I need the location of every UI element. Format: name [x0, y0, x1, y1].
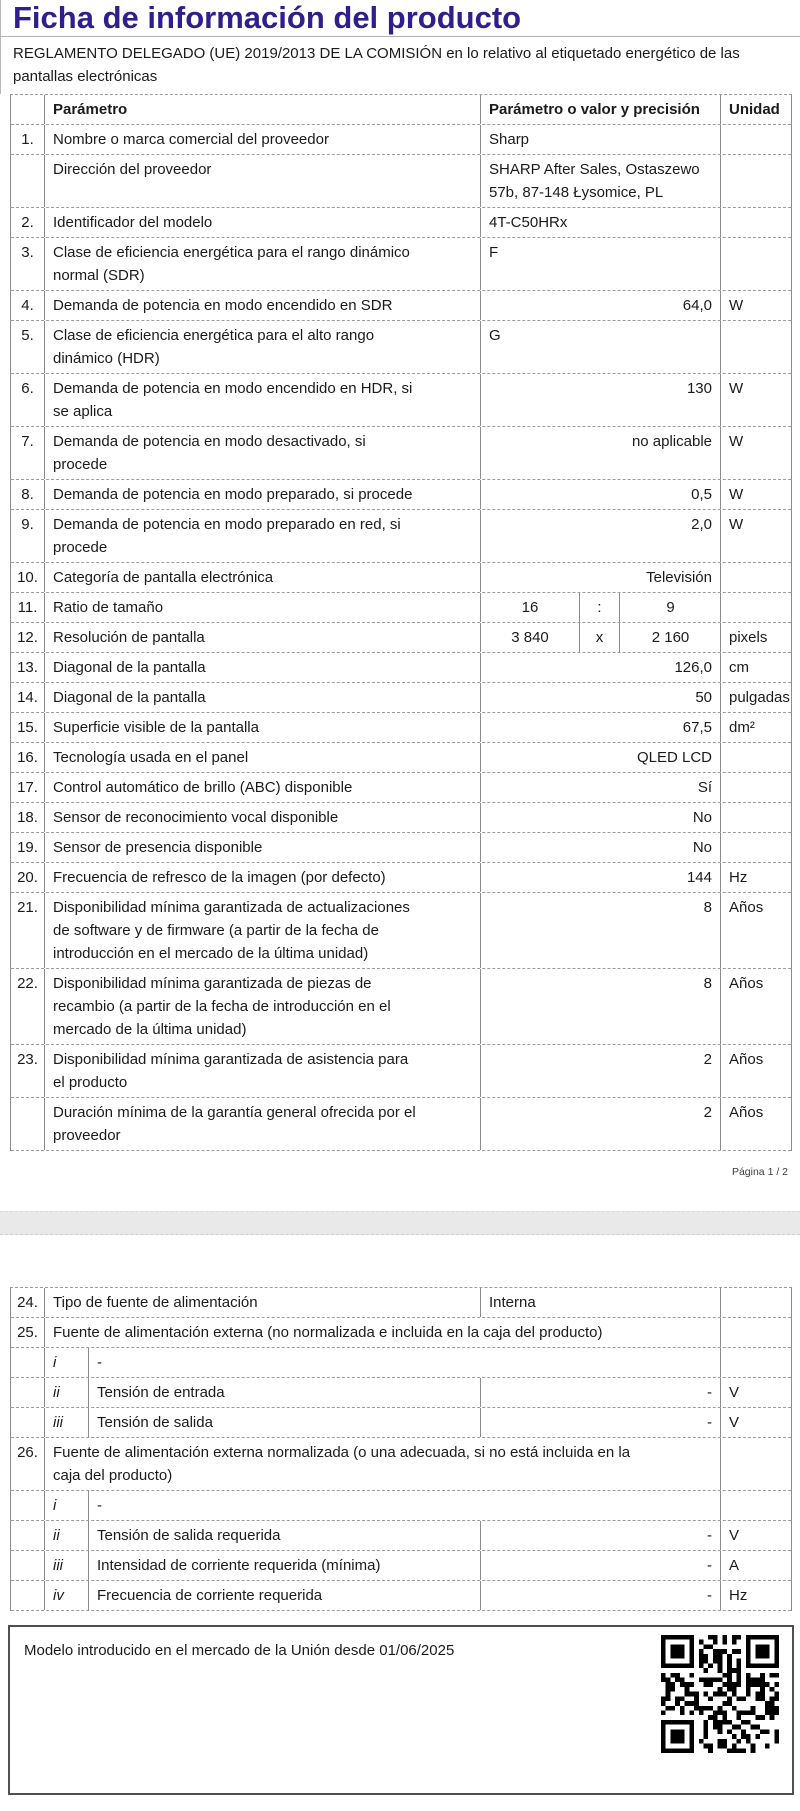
table-row: [11, 1378, 791, 1408]
unit-label: cm: [729, 659, 749, 676]
column-header-number: [11, 95, 45, 124]
row-number: [11, 1098, 45, 1150]
parameter-value: Interna: [481, 1288, 721, 1317]
sub-row-index: iii: [45, 1408, 89, 1437]
parameter-label: Sensor de reconocimiento vocal disponible: [45, 803, 481, 832]
table-row: [11, 208, 791, 238]
parameter-value: Sí: [481, 773, 721, 802]
table-row: [11, 1491, 791, 1521]
parameter-label: Control automático de brillo (ABC) disponible: [45, 773, 481, 802]
row-number: 5.: [11, 321, 45, 373]
parameter-value: SHARP After Sales, Ostaszewo 57b, 87-148 Łysomice, PL: [481, 155, 721, 207]
table-row: [11, 773, 791, 803]
table-row: [11, 155, 791, 208]
unit-label: [721, 155, 793, 207]
page-title: Ficha de información del producto: [1, 0, 800, 37]
table-row: [11, 427, 791, 480]
row-number: 4.: [11, 291, 45, 320]
table-row: [11, 321, 791, 374]
page-separator: [0, 1211, 800, 1235]
document-header: [0, 0, 800, 94]
parameter-value: 144: [481, 863, 721, 892]
parameter-value: 50: [481, 683, 721, 712]
parameter-value: No: [481, 833, 721, 862]
table-row: [11, 969, 791, 1045]
parameter-label: Demanda de potencia en modo preparado en red, si procede: [45, 510, 481, 562]
parameter-label: Disponibilidad mínima garantizada de piezas de recambio (a partir de la fecha de introducción en el mercado de la última unidad): [45, 969, 481, 1044]
parameter-value-part: 9: [666, 599, 675, 616]
unit-label: [721, 563, 793, 592]
table-row: [11, 1521, 791, 1551]
unit-label: Hz: [729, 1587, 748, 1604]
unit-label: V: [729, 1414, 740, 1431]
page-number: Página 1 / 2: [731, 1166, 788, 1178]
unit-label: W: [729, 380, 744, 397]
table-row: [11, 623, 791, 653]
product-table-page2: [10, 1287, 792, 1611]
row-number: 12.: [11, 623, 45, 652]
sub-row-index: ii: [45, 1521, 89, 1550]
row-number: 10.: [11, 563, 45, 592]
row-number: 15.: [11, 713, 45, 742]
parameter-value: No: [481, 803, 721, 832]
row-number: [11, 1378, 45, 1407]
table-row: [11, 374, 791, 427]
parameter-value-part: 16: [481, 593, 580, 622]
table-row: [11, 803, 791, 833]
unit-label: Años: [729, 899, 764, 916]
parameter-value: 2: [481, 1045, 721, 1097]
unit-label: [721, 593, 793, 622]
row-number: 18.: [11, 803, 45, 832]
unit-label: pulgadas: [729, 689, 790, 706]
table-row: [11, 291, 791, 321]
table-row: [11, 593, 791, 623]
unit-label: Años: [729, 975, 764, 992]
parameter-label: Demanda de potencia en modo desactivado, si procede: [45, 427, 481, 479]
table-row: [11, 1045, 791, 1098]
row-number: 2.: [11, 208, 45, 237]
unit-label: [721, 321, 793, 373]
table-header-row: [11, 95, 791, 125]
parameter-value: 8: [481, 893, 721, 968]
row-number: [11, 1551, 45, 1580]
parameter-label: Demanda de potencia en modo preparado, si procede: [45, 480, 481, 509]
regulation-subtitle: REGLAMENTO DELEGADO (UE) 2019/2013 DE LA COMISIÓN en lo relativo al etiquetado energético de las pantallas electrónicas: [13, 45, 740, 85]
table-row: [11, 833, 791, 863]
parameter-value: Televisión: [481, 563, 721, 592]
unit-label: [721, 1491, 793, 1520]
table-row: [11, 893, 791, 969]
row-number: [11, 1491, 45, 1520]
parameter-label: Categoría de pantalla electrónica: [45, 563, 481, 592]
unit-label: [721, 1318, 793, 1347]
table-row: [11, 480, 791, 510]
column-header-parameter: Parámetro: [45, 95, 481, 124]
parameter-label: Frecuencia de refresco de la imagen (por defecto): [45, 863, 481, 892]
row-number: 22.: [11, 969, 45, 1044]
parameter-label: Tecnología usada en el panel: [45, 743, 481, 772]
sub-row-index: iii: [45, 1551, 89, 1580]
sub-row-index: i: [45, 1348, 89, 1377]
column-header-unit: Unidad: [729, 101, 780, 118]
table-row: [11, 238, 791, 291]
parameter-value: no aplicable: [481, 427, 721, 479]
table-row: [11, 1288, 791, 1318]
unit-label: W: [729, 433, 744, 450]
table-row: [11, 125, 791, 155]
parameter-label: Frecuencia de corriente requerida: [89, 1581, 481, 1610]
row-number: 21.: [11, 893, 45, 968]
unit-label: pixels: [729, 629, 768, 646]
unit-label: A: [729, 1557, 740, 1574]
row-number: [11, 1348, 45, 1377]
unit-label: [721, 803, 793, 832]
parameter-value: Sharp: [481, 125, 721, 154]
product-table-page1: [10, 94, 792, 1151]
parameter-label: Sensor de presencia disponible: [45, 833, 481, 862]
parameter-label: Ratio de tamaño: [45, 593, 481, 622]
parameter-label: Disponibilidad mínima garantizada de asistencia para el producto: [45, 1045, 481, 1097]
parameter-label: Nombre o marca comercial del proveedor: [45, 125, 481, 154]
row-number: 17.: [11, 773, 45, 802]
table-row: [11, 683, 791, 713]
unit-label: Hz: [729, 869, 748, 886]
row-number: 8.: [11, 480, 45, 509]
row-number: [11, 1408, 45, 1437]
parameter-value: 2,0: [481, 510, 721, 562]
parameter-value: 64,0: [481, 291, 721, 320]
parameter-value: -: [481, 1378, 721, 1407]
parameter-value: [481, 623, 721, 652]
table-row: [11, 1348, 791, 1378]
table-row: [11, 1098, 791, 1151]
table-row: [11, 1581, 791, 1611]
parameter-label: Fuente de alimentación externa normalizada (o una adecuada, si no está incluida en la caja del producto): [45, 1438, 721, 1490]
row-number: 25.: [11, 1318, 45, 1347]
table-row: [11, 863, 791, 893]
parameter-value: 8: [481, 969, 721, 1044]
parameter-value: G: [481, 321, 721, 373]
parameter-label: Intensidad de corriente requerida (mínima): [89, 1551, 481, 1580]
qr-code: [661, 1635, 779, 1753]
parameter-value: 0,5: [481, 480, 721, 509]
unit-label: Años: [729, 1104, 764, 1121]
parameter-label: Clase de eficiencia energética para el alto rango dinámico (HDR): [45, 321, 481, 373]
unit-label: [721, 833, 793, 862]
parameter-label: Diagonal de la pantalla: [45, 683, 481, 712]
parameter-value: -: [481, 1581, 721, 1610]
row-number: 24.: [11, 1288, 45, 1317]
column-header-value: Parámetro o valor y precisión: [481, 95, 721, 124]
parameter-label: -: [89, 1491, 721, 1520]
unit-label: W: [729, 516, 744, 533]
parameter-value: -: [481, 1521, 721, 1550]
market-date-box: [8, 1625, 794, 1795]
parameter-value: 4T-C50HRx: [481, 208, 721, 237]
row-number: 7.: [11, 427, 45, 479]
parameter-value: 67,5: [481, 713, 721, 742]
parameter-label: Duración mínima de la garantía general ofrecida por el proveedor: [45, 1098, 481, 1150]
unit-label: W: [729, 297, 744, 314]
unit-label: [721, 743, 793, 772]
table-row: [11, 713, 791, 743]
parameter-value: [481, 593, 721, 622]
row-number: 23.: [11, 1045, 45, 1097]
unit-label: [721, 1288, 793, 1317]
parameter-label: Superficie visible de la pantalla: [45, 713, 481, 742]
sub-row-index: iv: [45, 1581, 89, 1610]
parameter-label: Demanda de potencia en modo encendido en HDR, si se aplica: [45, 374, 481, 426]
parameter-label: Tipo de fuente de alimentación: [45, 1288, 481, 1317]
unit-label: V: [729, 1527, 740, 1544]
table-row: [11, 653, 791, 683]
row-number: 11.: [11, 593, 45, 622]
row-number: [11, 155, 45, 207]
unit-label: dm²: [729, 719, 755, 736]
unit-label: [721, 208, 793, 237]
row-number: 26.: [11, 1438, 45, 1490]
row-number: 9.: [11, 510, 45, 562]
unit-label: [721, 1348, 793, 1377]
table-row: [11, 1318, 791, 1348]
parameter-value: -: [481, 1551, 721, 1580]
parameter-value-part: 3 840: [481, 623, 580, 652]
parameter-label: Tensión de entrada: [89, 1378, 481, 1407]
table-row: [11, 1551, 791, 1581]
row-number: 16.: [11, 743, 45, 772]
table-row: [11, 510, 791, 563]
parameter-value-part: x: [580, 623, 620, 652]
row-number: [11, 1521, 45, 1550]
parameter-label: Diagonal de la pantalla: [45, 653, 481, 682]
sub-row-index: ii: [45, 1378, 89, 1407]
unit-label: [721, 1438, 793, 1490]
parameter-value-part: 2 160: [651, 629, 690, 646]
parameter-value: QLED LCD: [481, 743, 721, 772]
row-number: 3.: [11, 238, 45, 290]
parameter-value: 2: [481, 1098, 721, 1150]
parameter-value: F: [481, 238, 721, 290]
unit-label: W: [729, 486, 744, 503]
unit-label: Años: [729, 1051, 764, 1068]
unit-label: [721, 773, 793, 802]
row-number: 19.: [11, 833, 45, 862]
parameter-label: Fuente de alimentación externa (no normalizada e incluida en la caja del producto): [45, 1318, 721, 1347]
row-number: 1.: [11, 125, 45, 154]
row-number: 20.: [11, 863, 45, 892]
unit-label: [721, 238, 793, 290]
table-row: [11, 563, 791, 593]
parameter-label: Disponibilidad mínima garantizada de actualizaciones de software y de firmware (a partir de la fecha de introducción en el mercado de la última unidad): [45, 893, 481, 968]
row-number: [11, 1581, 45, 1610]
parameter-label: Tensión de salida: [89, 1408, 481, 1437]
unit-label: [721, 125, 793, 154]
unit-label: V: [729, 1384, 740, 1401]
parameter-label: Clase de eficiencia energética para el rango dinámico normal (SDR): [45, 238, 481, 290]
table-row: [11, 1438, 791, 1491]
parameter-label: Tensión de salida requerida: [89, 1521, 481, 1550]
parameter-value: 126,0: [481, 653, 721, 682]
row-number: 13.: [11, 653, 45, 682]
parameter-label: Dirección del proveedor: [45, 155, 481, 207]
table-row: [11, 1408, 791, 1438]
table-row: [11, 743, 791, 773]
parameter-label: -: [89, 1348, 721, 1377]
parameter-label: Demanda de potencia en modo encendido en SDR: [45, 291, 481, 320]
parameter-label: Identificador del modelo: [45, 208, 481, 237]
parameter-label: Resolución de pantalla: [45, 623, 481, 652]
market-introduction-note: Modelo introducido en el mercado de la Unión desde 01/06/2025: [24, 1642, 455, 1659]
parameter-value-part: :: [580, 593, 620, 622]
parameter-value: -: [481, 1408, 721, 1437]
row-number: 14.: [11, 683, 45, 712]
parameter-value: 130: [481, 374, 721, 426]
row-number: 6.: [11, 374, 45, 426]
sub-row-index: i: [45, 1491, 89, 1520]
